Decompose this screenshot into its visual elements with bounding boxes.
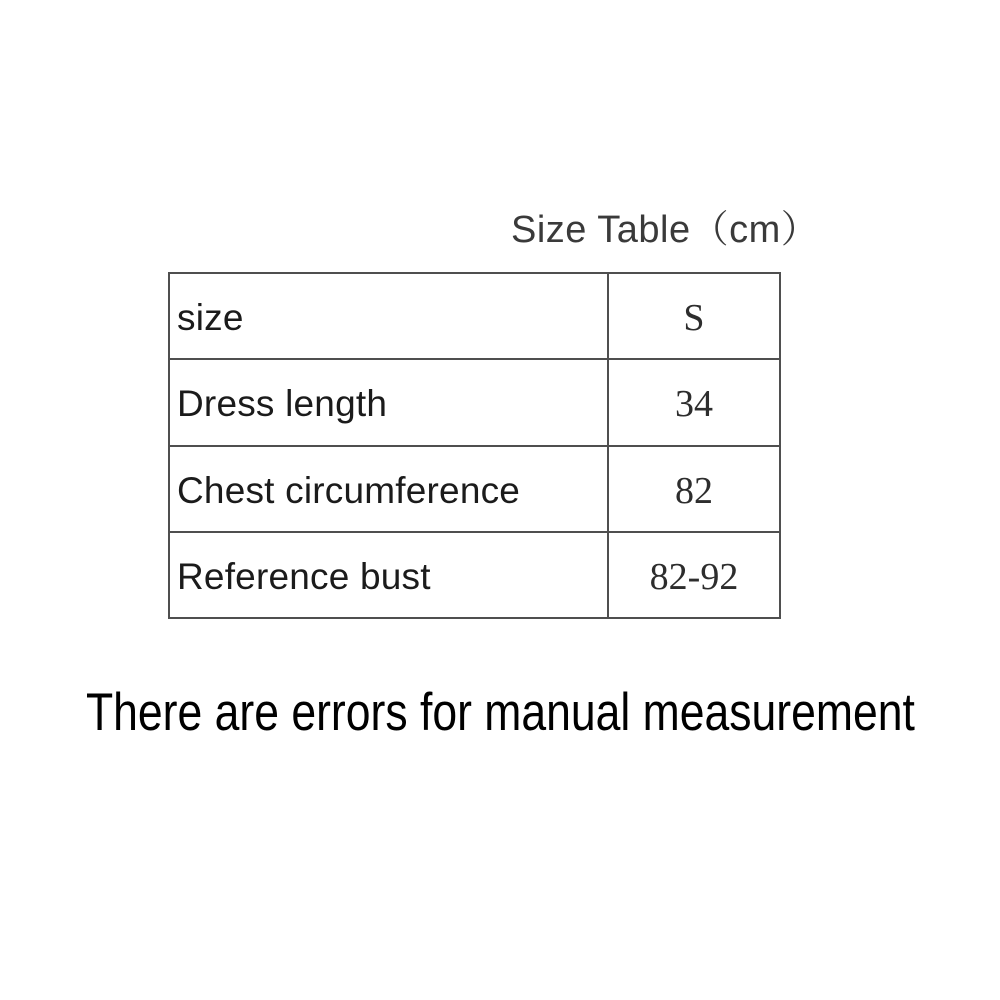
row-value-chest-circumference: 82 [675,469,713,512]
row-value-dress-length: 34 [675,383,713,426]
table-row [170,360,779,446]
footer-note-container [0,683,1000,743]
row-label-chest-circumference: Chest circumference [170,447,609,531]
row-value-reference-bust: 82-92 [649,555,739,598]
measurement-disclaimer-text: There are errors for manual measurement [85,683,915,742]
table-row [170,274,779,360]
row-value-size: S [683,297,705,340]
table-row [170,533,779,617]
row-label-size: size [170,274,609,358]
row-label-dress-length: Dress length [170,360,609,444]
size-table [168,272,781,619]
table-row [170,447,779,533]
row-label-reference-bust: Reference bust [170,533,609,617]
size-table-title: Size Table（cm） [511,209,820,251]
